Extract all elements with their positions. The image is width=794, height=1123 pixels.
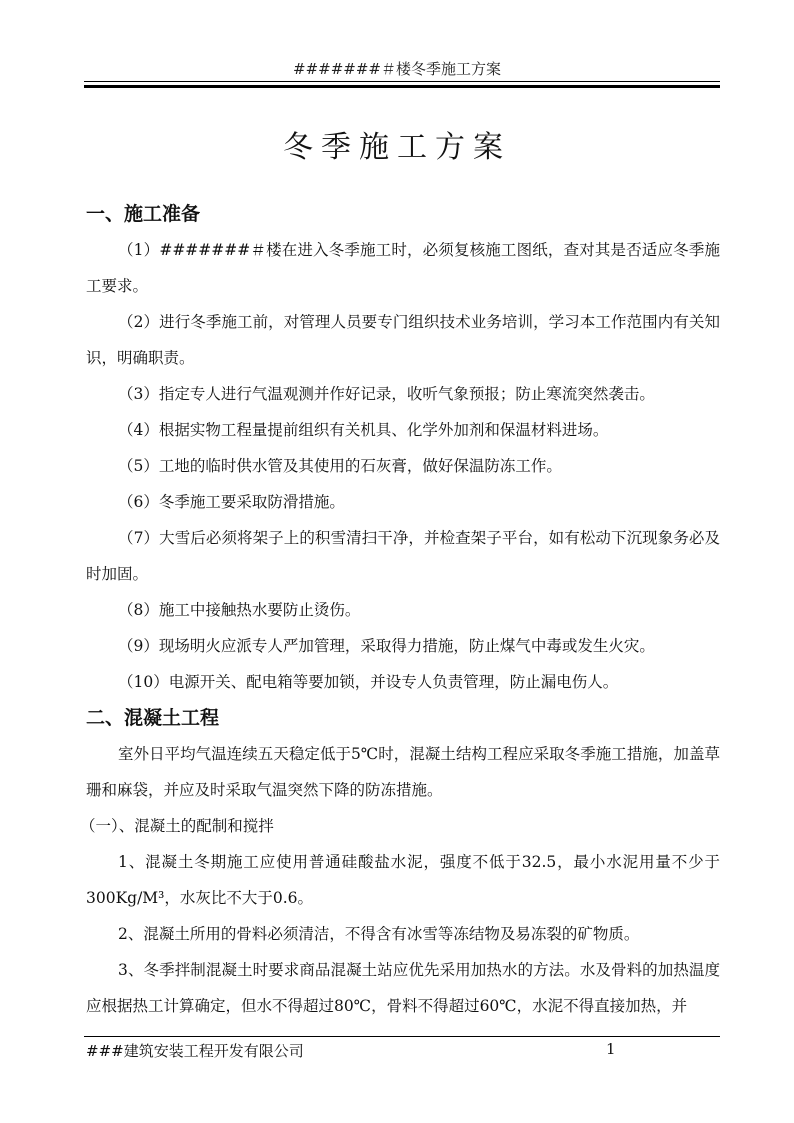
footer-rule [84, 1036, 720, 1037]
prep-item-3: （3）指定专人进行气温观测并作好记录，收听气象预报；防止寒流突然袭击。 [118, 385, 655, 403]
prep-item-9: （9）现场明火应派专人严加管理，采取得力措施，防止煤气中毒或发生火灾。 [118, 637, 655, 655]
section-heading-prep: 一、施工准备 [86, 203, 201, 225]
prep-item-4: （4）根据实物工程量提前组织有关机具、化学外加剂和保温材料进场。 [118, 421, 609, 439]
concrete-item-1: 1、混凝土冬期施工应使用普通硅酸盐水泥，强度不低于32.5，最小水泥用量不少于300Kg/M³，水灰比不大于0.6。 [86, 853, 720, 907]
header-rule-thin [84, 81, 720, 82]
prep-item-6: （6）冬季施工要采取防滑措施。 [118, 493, 345, 511]
page-number: 1 [606, 1040, 616, 1058]
footer-company: ###建筑安装工程开发有限公司 [86, 1042, 304, 1060]
document-title: 冬季施工方案 [283, 130, 511, 165]
prep-item-5: （5）工地的临时供水管及其使用的石灰膏，做好保温防冻工作。 [118, 457, 562, 475]
concrete-intro: 室外日平均气温连续五天稳定低于5℃时，混凝土结构工程应采取冬季施工措施，加盖草珊和麻袋，并应及时采取气温突然下降的防冻措施。 [86, 745, 720, 799]
prep-item-8: （8）施工中接触热水要防止烫伤。 [118, 601, 361, 619]
section-heading-concrete: 二、混凝土工程 [86, 707, 220, 729]
concrete-item-2: 2、混凝土所用的骨料必须清洁，不得含有冰雪等冻结物及易冻裂的矿物质。 [118, 925, 640, 943]
concrete-subheading: （一）、混凝土的配制和搅拌 [80, 817, 274, 835]
document-body [80, 196, 720, 1024]
header-rule-thick [84, 85, 720, 88]
page-header: #######＃楼冬季施工方案 [293, 60, 501, 78]
prep-item-1: （1）#######＃楼在进入冬季施工时，必须复核施工图纸，查对其是否适应冬季施工要求。 [86, 241, 720, 295]
prep-item-7: （7）大雪后必须将架子上的积雪清扫干净，并检查架子平台，如有松动下沉现象务必及时加固。 [86, 529, 720, 583]
concrete-item-3: 3、冬季拌制混凝土时要求商品混凝土站应优先采用加热水的方法。水及骨料的加热温度应根据热工计算确定，但水不得超过80℃，骨料不得超过60℃，水泥不得直接加热，并 [86, 961, 720, 1015]
prep-item-2: （2）进行冬季施工前，对管理人员要专门组织技术业务培训，学习本工作范围内有关知识，明确职责。 [86, 313, 720, 367]
prep-item-10: （10）电源开关、配电箱等要加锁，并设专人负责管理，防止漏电伤人。 [118, 673, 619, 691]
